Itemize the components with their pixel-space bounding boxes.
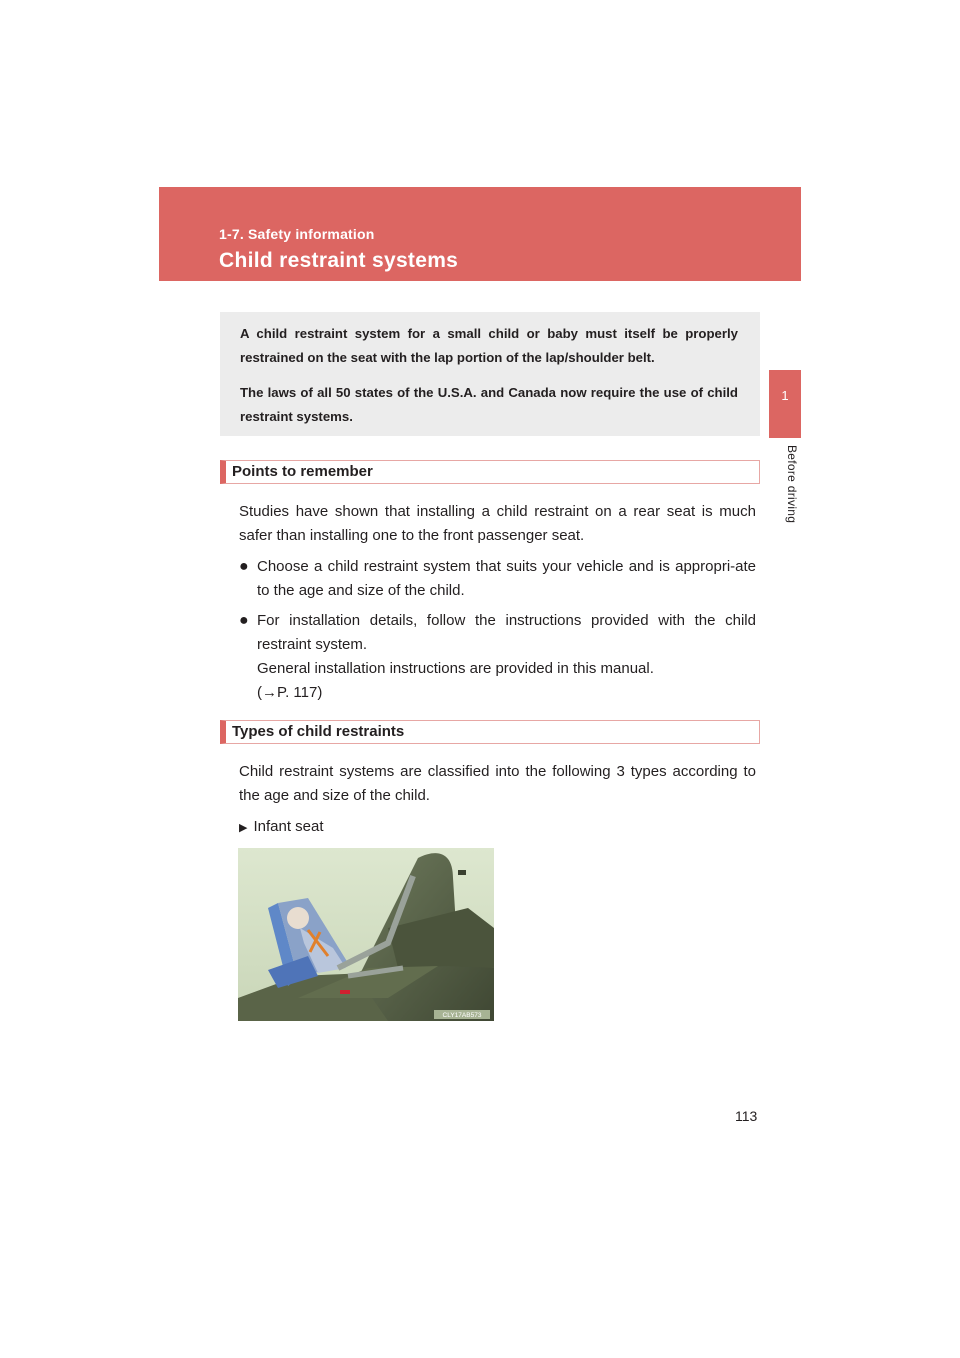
points-body: Studies have shown that installing a child restraint on a rear seat is much safer than installing one to the front passenger seat. (239, 503, 756, 544)
bullet-2-line-1: For installation details, follow the instructions provided with the child restraint system. (257, 612, 756, 653)
bullet-dot-icon: ● (239, 612, 249, 629)
infant-seat-item (239, 815, 324, 840)
bullet-item-2 (239, 609, 756, 705)
bullet-text-2 (239, 609, 756, 705)
bullet-2-line-2: General installation instructions are provided in this manual. (257, 660, 654, 677)
intro-paragraph-2: The laws of all 50 states of the U.S.A. and Canada now require the use of child restraint systems. (240, 385, 738, 424)
triangle-right-icon: ▶ (239, 822, 248, 834)
types-body: Child restraint systems are classified into the following 3 types according to the age and size of the child. (239, 763, 756, 804)
types-heading: Types of child restraints (220, 720, 760, 744)
points-heading: Points to remember (220, 460, 760, 484)
figure-code: CLY17AB573 (442, 1012, 482, 1019)
chapter-label: Before driving (785, 445, 799, 524)
infant-seat-illustration (238, 848, 494, 1021)
section-label: 1-7. Safety information (219, 226, 375, 242)
bullet-dot-icon: ● (239, 558, 249, 575)
intro-box (220, 312, 760, 436)
chapter-tab (769, 370, 801, 438)
intro-paragraph-1: A child restraint system for a small child or baby must itself be properly restrained on the seat with the lap portion of the lap/shoulder belt. (240, 326, 738, 365)
page-title: Child restraint systems (219, 249, 459, 272)
chapter-number: 1 (781, 388, 789, 403)
infant-seat-label: Infant seat (253, 818, 324, 835)
page-reference: (→P. 117) (257, 684, 323, 701)
page-number: 113 (735, 1108, 758, 1124)
bullet-text-1: Choose a child restraint system that suits your vehicle and is appropri-ate to the age and size of the child. (257, 558, 756, 599)
bullet-item-1 (239, 555, 756, 603)
